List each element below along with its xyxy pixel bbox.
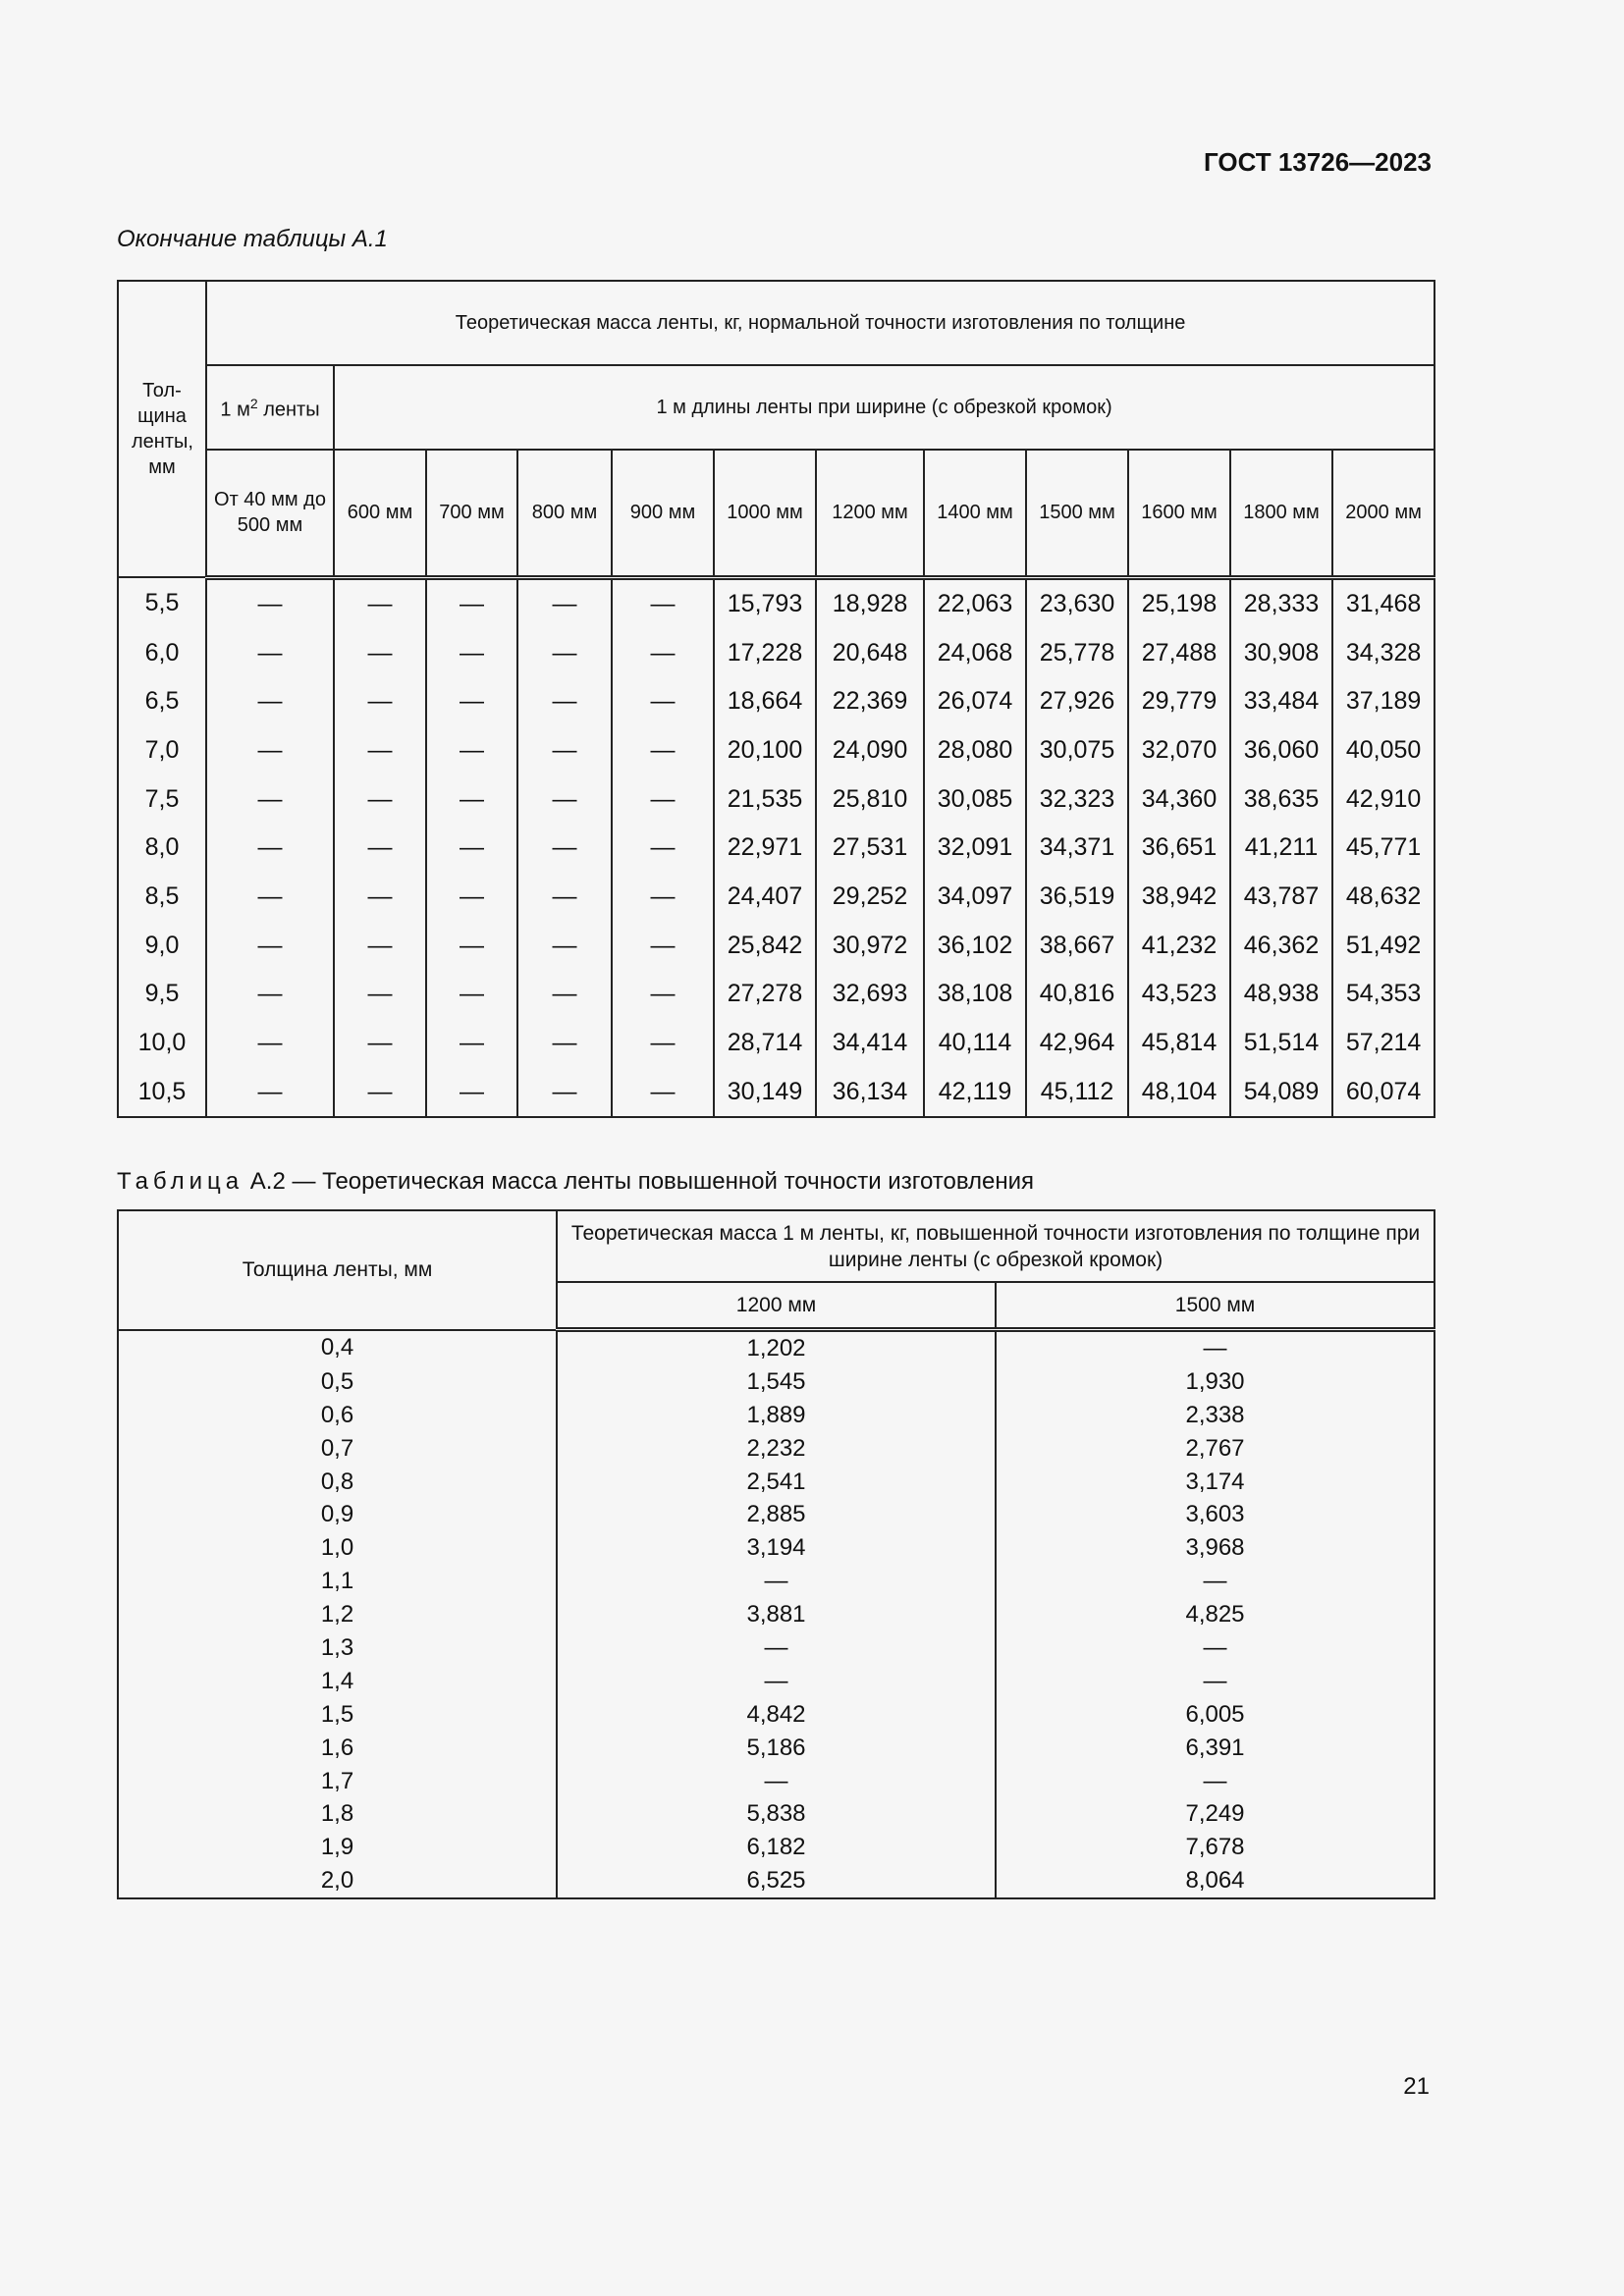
mass-cell: 29,252 bbox=[816, 873, 924, 922]
mass-cell: — bbox=[206, 873, 334, 922]
mass-cell: 36,060 bbox=[1230, 726, 1332, 775]
mass-cell: 32,070 bbox=[1128, 726, 1230, 775]
width-col-header: 1800 мм bbox=[1230, 450, 1332, 577]
thickness-header bbox=[118, 281, 206, 577]
mass-cell: 22,063 bbox=[924, 577, 1026, 628]
width-col-header: 800 мм bbox=[517, 450, 612, 577]
mass-cell: 43,787 bbox=[1230, 873, 1332, 922]
width-col-header: 2000 мм bbox=[1332, 450, 1435, 577]
mass-cell: 48,104 bbox=[1128, 1067, 1230, 1117]
mass-cell: 42,119 bbox=[924, 1067, 1026, 1117]
table-row bbox=[118, 1330, 1435, 1365]
mass-cell: 27,531 bbox=[816, 824, 924, 873]
mass-cell: — bbox=[206, 677, 334, 726]
mass-cell: — bbox=[517, 873, 612, 922]
table-row bbox=[118, 726, 1435, 775]
group-header: Теоретическая масса 1 м ленты, кг, повышенной точности изготовления по толщине при ширине ленты (с обрезкой кромок) bbox=[557, 1210, 1435, 1282]
mass-cell: — bbox=[206, 824, 334, 873]
mass-cell: — bbox=[426, 677, 517, 726]
mass-cell: 38,942 bbox=[1128, 873, 1230, 922]
mass-cell: 17,228 bbox=[714, 628, 816, 677]
thickness-header: Толщина ленты, мм bbox=[118, 1210, 557, 1330]
per-m-header: 1 м длины ленты при ширине (с обрезкой кромок) bbox=[334, 365, 1435, 450]
mass-cell: 36,651 bbox=[1128, 824, 1230, 873]
mass-cell: — bbox=[334, 970, 426, 1019]
mass-cell: 18,928 bbox=[816, 577, 924, 628]
thickness-cell: 6,0 bbox=[118, 628, 206, 677]
mass-cell: — bbox=[426, 824, 517, 873]
mass-cell: 25,198 bbox=[1128, 577, 1230, 628]
mass-cell: 40,050 bbox=[1332, 726, 1435, 775]
mass-cell: — bbox=[426, 873, 517, 922]
mass-cell: — bbox=[612, 873, 714, 922]
mass-cell: 22,369 bbox=[816, 677, 924, 726]
mass-cell: 25,778 bbox=[1026, 628, 1128, 677]
mass-cell: — bbox=[557, 1765, 996, 1798]
mass-cell: 36,134 bbox=[816, 1067, 924, 1117]
per-m2-header: 1 $м^2$ ленты bbox=[206, 365, 334, 450]
mass-cell: 3,603 bbox=[996, 1498, 1435, 1531]
mass-cell: 1,889 bbox=[557, 1399, 996, 1432]
mass-cell: — bbox=[612, 970, 714, 1019]
table-row bbox=[118, 577, 1435, 628]
thickness-cell: 1,7 bbox=[118, 1765, 557, 1798]
mass-cell: — bbox=[517, 677, 612, 726]
thickness-cell: 1,5 bbox=[118, 1698, 557, 1732]
mass-cell: 7,249 bbox=[996, 1797, 1435, 1831]
width-col-header: 1500 мм bbox=[1026, 450, 1128, 577]
mass-cell: 5,186 bbox=[557, 1732, 996, 1765]
mass-cell: — bbox=[334, 1067, 426, 1117]
mass-cell: — bbox=[517, 726, 612, 775]
mass-cell: 22,971 bbox=[714, 824, 816, 873]
mass-cell: 5,838 bbox=[557, 1797, 996, 1831]
mass-cell: 32,091 bbox=[924, 824, 1026, 873]
mass-cell: 30,075 bbox=[1026, 726, 1128, 775]
mass-cell: 7,678 bbox=[996, 1831, 1435, 1864]
width-col-header: 1200 мм bbox=[557, 1282, 996, 1330]
mass-cell: 48,632 bbox=[1332, 873, 1435, 922]
page-number: 21 bbox=[1403, 2073, 1430, 2100]
mass-cell: — bbox=[206, 1067, 334, 1117]
thickness-cell: 2,0 bbox=[118, 1864, 557, 1898]
width-col-header: 1400 мм bbox=[924, 450, 1026, 577]
mass-cell: 4,825 bbox=[996, 1598, 1435, 1631]
mass-cell: 51,514 bbox=[1230, 1019, 1332, 1068]
mass-cell: — bbox=[612, 921, 714, 970]
mass-cell: 28,714 bbox=[714, 1019, 816, 1068]
mass-cell: — bbox=[517, 1019, 612, 1068]
mass-cell: 28,333 bbox=[1230, 577, 1332, 628]
table-a2-caption: Таблица А.2 — Теоретическая масса ленты повышенной точности изготовления bbox=[117, 1168, 1035, 1195]
mass-cell: — bbox=[426, 970, 517, 1019]
mass-cell: 48,938 bbox=[1230, 970, 1332, 1019]
mass-cell: 21,535 bbox=[714, 774, 816, 824]
thickness-cell: 0,8 bbox=[118, 1466, 557, 1499]
mass-cell: — bbox=[206, 726, 334, 775]
mass-cell: 1,545 bbox=[557, 1365, 996, 1399]
mass-cell: 6,525 bbox=[557, 1864, 996, 1898]
mass-cell: 51,492 bbox=[1332, 921, 1435, 970]
mass-cell: 25,842 bbox=[714, 921, 816, 970]
mass-cell: — bbox=[334, 577, 426, 628]
mass-cell: 43,523 bbox=[1128, 970, 1230, 1019]
mass-cell: — bbox=[996, 1330, 1435, 1365]
mass-cell: 3,881 bbox=[557, 1598, 996, 1631]
thickness-cell: 1,9 bbox=[118, 1831, 557, 1864]
mass-cell: 2,338 bbox=[996, 1399, 1435, 1432]
mass-cell: 26,074 bbox=[924, 677, 1026, 726]
mass-cell: 3,968 bbox=[996, 1531, 1435, 1565]
mass-cell: — bbox=[426, 1019, 517, 1068]
mass-cell: — bbox=[612, 677, 714, 726]
mass-cell: 2,232 bbox=[557, 1432, 996, 1466]
mass-cell: 30,149 bbox=[714, 1067, 816, 1117]
thickness-cell: 6,5 bbox=[118, 677, 206, 726]
mass-cell: 3,174 bbox=[996, 1466, 1435, 1499]
thickness-cell: 8,0 bbox=[118, 824, 206, 873]
mass-cell: 38,108 bbox=[924, 970, 1026, 1019]
mass-cell: 25,810 bbox=[816, 774, 924, 824]
thickness-cell: 1,4 bbox=[118, 1665, 557, 1698]
table-row bbox=[118, 1732, 1435, 1765]
mass-cell: 30,908 bbox=[1230, 628, 1332, 677]
table-row bbox=[118, 1399, 1435, 1432]
mass-cell: 8,064 bbox=[996, 1864, 1435, 1898]
mass-cell: 45,112 bbox=[1026, 1067, 1128, 1117]
mass-cell: — bbox=[334, 774, 426, 824]
mass-cell: 4,842 bbox=[557, 1698, 996, 1732]
mass-cell: 29,779 bbox=[1128, 677, 1230, 726]
table-row bbox=[118, 628, 1435, 677]
mass-cell: 32,693 bbox=[816, 970, 924, 1019]
table-a2 bbox=[117, 1209, 1435, 1899]
standard-code: ГОСТ 13726—2023 bbox=[1204, 147, 1432, 177]
mass-cell: 32,323 bbox=[1026, 774, 1128, 824]
table-row bbox=[118, 1797, 1435, 1831]
mass-cell: 34,360 bbox=[1128, 774, 1230, 824]
mass-cell: — bbox=[517, 970, 612, 1019]
thickness-cell: 0,5 bbox=[118, 1365, 557, 1399]
mass-cell: 24,068 bbox=[924, 628, 1026, 677]
mass-cell: 24,407 bbox=[714, 873, 816, 922]
mass-cell: 34,097 bbox=[924, 873, 1026, 922]
thickness-cell: 10,0 bbox=[118, 1019, 206, 1068]
group-header: Теоретическая масса ленты, кг, нормальной точности изготовления по толщине bbox=[206, 281, 1435, 365]
thickness-cell: 5,5 bbox=[118, 577, 206, 628]
mass-cell: 45,771 bbox=[1332, 824, 1435, 873]
thickness-cell: 7,5 bbox=[118, 774, 206, 824]
mass-cell: — bbox=[426, 1067, 517, 1117]
mass-cell: 41,232 bbox=[1128, 921, 1230, 970]
width-col-header: 1200 мм bbox=[816, 450, 924, 577]
mass-cell: — bbox=[517, 577, 612, 628]
mass-cell: 27,278 bbox=[714, 970, 816, 1019]
table-row bbox=[118, 1831, 1435, 1864]
thickness-cell: 7,0 bbox=[118, 726, 206, 775]
mass-cell: 1,202 bbox=[557, 1330, 996, 1365]
table-row bbox=[118, 774, 1435, 824]
mass-cell: 30,085 bbox=[924, 774, 1026, 824]
mass-cell: — bbox=[334, 677, 426, 726]
mass-cell: 27,488 bbox=[1128, 628, 1230, 677]
mass-cell: 54,353 bbox=[1332, 970, 1435, 1019]
thickness-cell: 1,8 bbox=[118, 1797, 557, 1831]
table-row bbox=[118, 1067, 1435, 1117]
mass-cell: — bbox=[612, 774, 714, 824]
mass-cell: — bbox=[612, 628, 714, 677]
mass-cell: — bbox=[334, 628, 426, 677]
mass-cell: — bbox=[206, 577, 334, 628]
width-col-header: 1600 мм bbox=[1128, 450, 1230, 577]
mass-cell: — bbox=[996, 1631, 1435, 1665]
mass-cell: 15,793 bbox=[714, 577, 816, 628]
mass-cell: — bbox=[206, 970, 334, 1019]
mass-cell: — bbox=[206, 921, 334, 970]
mass-cell: 46,362 bbox=[1230, 921, 1332, 970]
mass-cell: — bbox=[426, 726, 517, 775]
mass-cell: 41,211 bbox=[1230, 824, 1332, 873]
mass-cell: — bbox=[557, 1631, 996, 1665]
table-row bbox=[118, 1565, 1435, 1598]
mass-cell: — bbox=[334, 921, 426, 970]
mass-cell: 20,648 bbox=[816, 628, 924, 677]
table-row bbox=[118, 677, 1435, 726]
mass-cell: 45,814 bbox=[1128, 1019, 1230, 1068]
mass-cell: 34,371 bbox=[1026, 824, 1128, 873]
mass-cell: — bbox=[517, 774, 612, 824]
mass-cell: 37,189 bbox=[1332, 677, 1435, 726]
mass-cell: 34,328 bbox=[1332, 628, 1435, 677]
mass-cell: — bbox=[612, 1019, 714, 1068]
mass-cell: 6,005 bbox=[996, 1698, 1435, 1732]
thickness-cell: 0,9 bbox=[118, 1498, 557, 1531]
table-row bbox=[118, 1019, 1435, 1068]
mass-cell: — bbox=[426, 628, 517, 677]
mass-cell: 6,182 bbox=[557, 1831, 996, 1864]
table-row bbox=[118, 873, 1435, 922]
mass-cell: 38,635 bbox=[1230, 774, 1332, 824]
mass-cell: 24,090 bbox=[816, 726, 924, 775]
mass-cell: 40,114 bbox=[924, 1019, 1026, 1068]
thickness-cell: 1,6 bbox=[118, 1732, 557, 1765]
mass-cell: 38,667 bbox=[1026, 921, 1128, 970]
thickness-cell: 9,0 bbox=[118, 921, 206, 970]
mass-cell: 3,194 bbox=[557, 1531, 996, 1565]
table-row bbox=[118, 921, 1435, 970]
mass-cell: 57,214 bbox=[1332, 1019, 1435, 1068]
mass-cell: 2,767 bbox=[996, 1432, 1435, 1466]
width-col-header: 600 мм bbox=[334, 450, 426, 577]
thickness-cell: 8,5 bbox=[118, 873, 206, 922]
mass-cell: — bbox=[426, 577, 517, 628]
mass-cell: 36,519 bbox=[1026, 873, 1128, 922]
table-a1 bbox=[117, 280, 1435, 1118]
mass-cell: — bbox=[612, 1067, 714, 1117]
table-row bbox=[118, 1498, 1435, 1531]
mass-cell: 18,664 bbox=[714, 677, 816, 726]
mass-cell: 40,816 bbox=[1026, 970, 1128, 1019]
mass-cell: 42,964 bbox=[1026, 1019, 1128, 1068]
mass-cell: — bbox=[612, 824, 714, 873]
mass-cell: 1,930 bbox=[996, 1365, 1435, 1399]
table-row bbox=[118, 824, 1435, 873]
mass-cell: — bbox=[517, 628, 612, 677]
width-col-header: 700 мм bbox=[426, 450, 517, 577]
mass-cell: — bbox=[334, 726, 426, 775]
table-row bbox=[118, 1531, 1435, 1565]
width-col-header: 900 мм bbox=[612, 450, 714, 577]
mass-cell: 60,074 bbox=[1332, 1067, 1435, 1117]
mass-cell: 31,468 bbox=[1332, 577, 1435, 628]
width-col-header: 1000 мм bbox=[714, 450, 816, 577]
thickness-cell: 1,0 bbox=[118, 1531, 557, 1565]
mass-cell: — bbox=[517, 921, 612, 970]
table-row bbox=[118, 1864, 1435, 1898]
thickness-cell: 9,5 bbox=[118, 970, 206, 1019]
mass-cell: — bbox=[557, 1565, 996, 1598]
mass-cell: — bbox=[517, 824, 612, 873]
mass-cell: 30,972 bbox=[816, 921, 924, 970]
mass-cell: — bbox=[557, 1665, 996, 1698]
thickness-cell: 1,2 bbox=[118, 1598, 557, 1631]
mass-cell: — bbox=[334, 1019, 426, 1068]
thickness-cell: 0,4 bbox=[118, 1330, 557, 1365]
mass-cell: 27,926 bbox=[1026, 677, 1128, 726]
table-a1-continuation-caption: Окончание таблицы А.1 bbox=[117, 226, 388, 252]
mass-cell: 33,484 bbox=[1230, 677, 1332, 726]
mass-cell: — bbox=[996, 1565, 1435, 1598]
table-row bbox=[118, 1598, 1435, 1631]
table-row bbox=[118, 1432, 1435, 1466]
mass-cell: 28,080 bbox=[924, 726, 1026, 775]
mass-cell: 36,102 bbox=[924, 921, 1026, 970]
table-row bbox=[118, 970, 1435, 1019]
thickness-cell: 1,3 bbox=[118, 1631, 557, 1665]
mass-cell: 20,100 bbox=[714, 726, 816, 775]
mass-cell: — bbox=[517, 1067, 612, 1117]
table-row bbox=[118, 1665, 1435, 1698]
thickness-cell: 0,6 bbox=[118, 1399, 557, 1432]
thickness-header-label: Тол-щина ленты, мм bbox=[132, 379, 193, 478]
table-row bbox=[118, 1631, 1435, 1665]
mass-cell: — bbox=[612, 577, 714, 628]
table-row bbox=[118, 1765, 1435, 1798]
mass-cell: 2,885 bbox=[557, 1498, 996, 1531]
mass-cell: 42,910 bbox=[1332, 774, 1435, 824]
mass-cell: 34,414 bbox=[816, 1019, 924, 1068]
mass-cell: — bbox=[612, 726, 714, 775]
mass-cell: — bbox=[206, 1019, 334, 1068]
mass-cell: — bbox=[206, 628, 334, 677]
mass-cell: 54,089 bbox=[1230, 1067, 1332, 1117]
table-row bbox=[118, 1698, 1435, 1732]
table-row bbox=[118, 1365, 1435, 1399]
mass-cell: — bbox=[426, 921, 517, 970]
mass-cell: — bbox=[206, 774, 334, 824]
mass-cell: — bbox=[996, 1665, 1435, 1698]
mass-cell: 2,541 bbox=[557, 1466, 996, 1499]
mass-cell: 23,630 bbox=[1026, 577, 1128, 628]
width-col-header: От 40 мм до 500 мм bbox=[206, 450, 334, 577]
mass-cell: 6,391 bbox=[996, 1732, 1435, 1765]
table-row bbox=[118, 1466, 1435, 1499]
mass-cell: — bbox=[426, 774, 517, 824]
width-col-header: 1500 мм bbox=[996, 1282, 1435, 1330]
thickness-cell: 10,5 bbox=[118, 1067, 206, 1117]
thickness-cell: 0,7 bbox=[118, 1432, 557, 1466]
mass-cell: — bbox=[334, 824, 426, 873]
mass-cell: — bbox=[996, 1765, 1435, 1798]
thickness-cell: 1,1 bbox=[118, 1565, 557, 1598]
mass-cell: — bbox=[334, 873, 426, 922]
